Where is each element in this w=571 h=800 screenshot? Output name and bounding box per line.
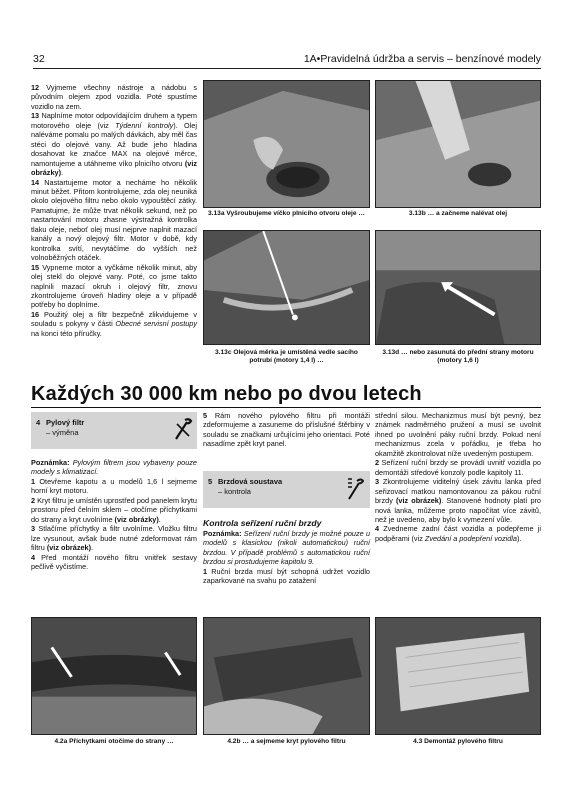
photo-caption: 4.2a Příchytkami otočíme do strany … bbox=[54, 738, 174, 745]
photo-clips-rotate bbox=[31, 617, 197, 735]
photo-filter-removal bbox=[375, 617, 541, 735]
wrench-icon bbox=[173, 416, 193, 442]
paragraph-2: 2 Kryt filtru je umístěn uprostřed pod panelem krytu prostoru před čelním sklem – otočíme příchytkami do strany a kryt uvolníme (viz obrázky). bbox=[31, 495, 197, 524]
task-subtitle: – výměna bbox=[46, 428, 79, 437]
paragraph-13: 13 Naplníme motor odpovídajícím druhem a typem motorového oleje (viz Týdenní kontroly). Olej naléváme pomalu po malých dávkách, aby měl čas stéci do olejové vany. Až bude jeho hladina dosahovat ke značce MAX na olejové měrce, namontujeme a utáhneme víko plnicího otvoru (viz obrázky). bbox=[31, 111, 197, 178]
paragraph-12: 12 Vyjmeme všechny nástroje a nádobu s původním olejem zpod vozidla. Poté spustíme vozidlo na zem. bbox=[31, 83, 197, 111]
left-text-column bbox=[31, 458, 197, 571]
paragraph-14: 14 Nastartujeme motor a necháme ho několik minut běžet. Přitom kontrolujeme, zda olej neuniká okolo olejového filtru nebo okolo vypouštěcí zátky. Pamatujme, že může trvat několik sekund, než po nastartování motoru zhasne výstražná kontrolka tlaku oleje, neboť olej musí nejprve naplnit mazací kanály a nový olejový filtr. Motor v době, kdy kontrolka svítí, nevytáčíme do vyšších než volnoběžných otáček. bbox=[31, 177, 197, 263]
handbrake-heading: Kontrola seřízení ruční brzdy bbox=[203, 518, 322, 528]
photo-pouring-oil bbox=[375, 80, 541, 208]
photo-caption: 3.13d … nebo zasunutá do přední strany motoru (motory 1,6 l) bbox=[382, 349, 534, 364]
paragraph-2-handbrake: 2 Seřízení ruční brzdy se provádí uvnitř vozidla po demontáži středové konzoly podle kapitoly 11. bbox=[375, 458, 541, 477]
task-box-pollen-filter bbox=[31, 412, 197, 449]
paragraph-3-handbrake: 3 Zkontrolujeme viditelný úsek závitu lanka před seřizovací matkou namontovanou za pákou ruční brzdy (viz obrázek). Stanovené hodnoty platí pro nová lanka, můžeme proto napočítat více závitů, než je uvedeno, aby bylo k vymezení vůle. bbox=[375, 477, 541, 524]
chapter-title: 1A•Pravidelná údržba a servis – benzínové modely bbox=[303, 53, 541, 65]
photo-caption: 3.13b … a začneme nalévat olej bbox=[408, 210, 508, 217]
page-number: 32 bbox=[33, 53, 45, 65]
photo-caption: 3.13a Vyšroubujeme víčko plnicího otvoru oleje … bbox=[208, 210, 365, 217]
paragraph-5: 5 Rám nového pylového filtru při montáži zdeformujeme a zasuneme do příslušné štěrbiny v souladu se značkami určujícími jeho orientaci. Poté nasadíme zpět kryt panel. bbox=[203, 411, 370, 449]
note-handbrake: Poznámka: Seřízení ruční brzdy je možné pouze u modelů s klasickou (nikoli automatickou) ruční brzdou. V případě problémů s automatickou ruční brzdou si prostudujeme kapitolu 9. bbox=[203, 529, 370, 567]
paragraph-16: 16 Použitý olej a filtr bezpečně zlikvidujeme v souladu s pokyny v části Obecné servisní postupy na konci této příručky. bbox=[31, 309, 198, 338]
section-title: Každých 30 000 km nebo po dvou letech bbox=[31, 383, 422, 405]
page-header bbox=[33, 53, 541, 71]
photo-dipstick-1-6 bbox=[375, 230, 541, 345]
photo-remove-cover bbox=[203, 617, 370, 735]
task-box-brakes bbox=[203, 471, 370, 508]
paragraph-3: 3 Stlačíme příchytky a filtr uvolníme. Vložku filtru lze vysunout, avšak bude nutné zdeformovat rám filtru (viz obrázek). bbox=[31, 524, 197, 553]
difficulty-icon bbox=[346, 475, 366, 501]
middle-text-column bbox=[203, 518, 370, 586]
task-number: 5 bbox=[208, 477, 213, 486]
paragraph-1-handbrake: 1 Ruční brzda musí být schopná udržet vozidlo zaparkované na svahu po zatažení bbox=[203, 566, 370, 586]
task-title: Brzdová soustava bbox=[218, 477, 283, 486]
paragraph-1: 1 Otevřeme kapotu a u modelů 1,6 l sejmeme horní kryt motoru. bbox=[31, 476, 197, 496]
top-text-column bbox=[31, 83, 197, 338]
photo-caption: 3.13c Olejová měrka je umístěná vedle sacího potrubí (motory 1,4 l) … bbox=[215, 349, 358, 364]
middle-text-column-top bbox=[203, 411, 370, 449]
note-pollen: Poznámka: Pylovým filtrem jsou vybaveny pouze modely s klimatizací. bbox=[31, 458, 197, 477]
section-rule bbox=[31, 407, 541, 408]
paragraph-4: 4 Před montáží nového filtru vnitřek sestavy pečlivě vyčistíme. bbox=[31, 552, 197, 571]
paragraph-4-handbrake: 4 Zvedneme zadní část vozidla a podepřeme ji podpěrami (viz Zvedání a podepření vozidla). bbox=[375, 524, 541, 543]
photo-caption: 4.3 Demontáž pylového filtru bbox=[413, 738, 503, 745]
photo-dipstick-1-4 bbox=[203, 230, 370, 345]
paragraph-continued: střední silou. Mechanizmus musí být pevný, bez známek nadměrného pružení a musí se uvolnit ihned po uvolnění páky ruční brzdy. Pokud není mechanizmus zcela v pořádku, je třeba ho okamžitě zkontrolovat níže uvedeným postupem. bbox=[375, 411, 541, 458]
task-number: 4 bbox=[36, 418, 41, 427]
paragraph-15: 15 Vypneme motor a vyčkáme několik minut, aby olej stekl do olejové vany. Poté, co jsme takto naplnili mazací okruh i olejový filtr, znovu zkontrolujeme úroveň hladiny oleje a v případě potřeby ho doplníme. bbox=[31, 262, 197, 310]
photo-caption: 4.2b … a sejmeme kryt pylového filtru bbox=[227, 738, 346, 745]
task-subtitle: – kontrola bbox=[218, 487, 251, 496]
task-title: Pylový filtr bbox=[46, 418, 85, 427]
photo-oil-filler-cap bbox=[203, 80, 370, 208]
header-rule bbox=[33, 68, 541, 69]
right-text-column bbox=[375, 411, 541, 543]
